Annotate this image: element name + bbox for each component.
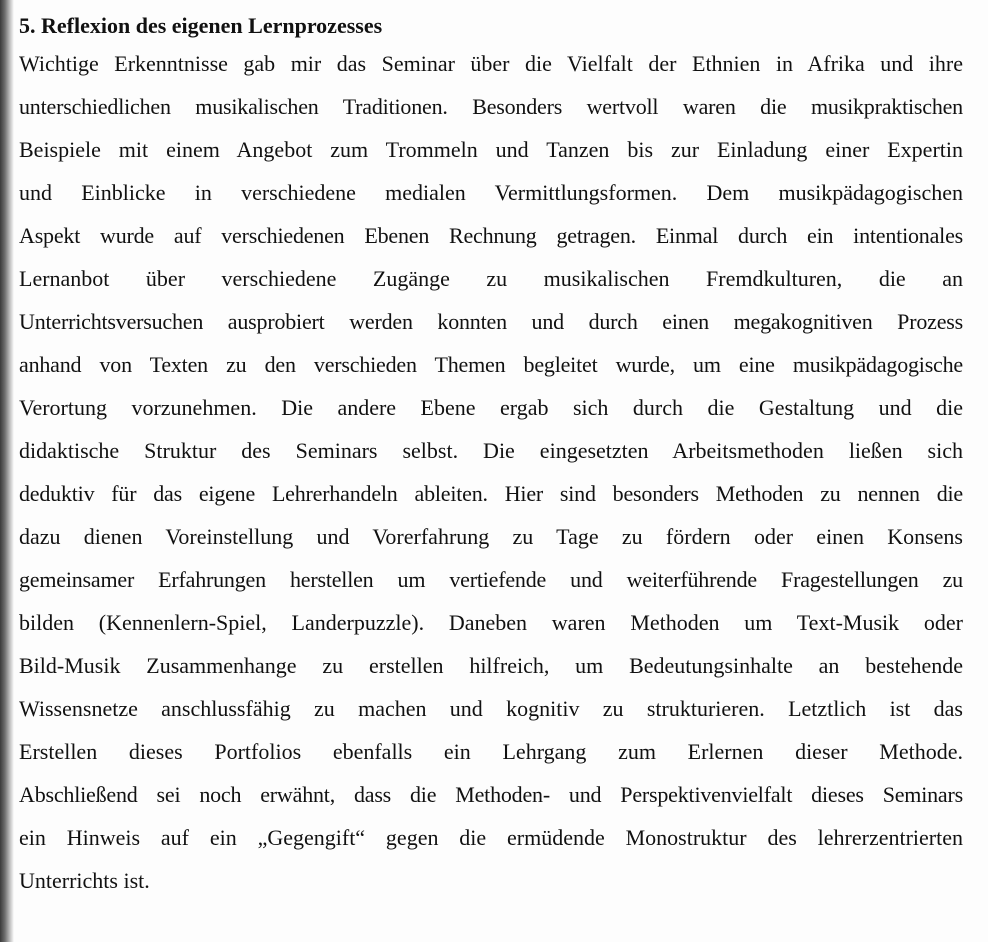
text-line: Aspekt wurde auf verschiedenen Ebenen Rechnung getragen. Einmal durch ein intentionales <box>19 223 963 248</box>
text-line: didaktische Struktur des Seminars selbst. Die eingesetzten Arbeitsmethoden ließen sich <box>19 438 963 463</box>
text-line: Verortung vorzunehmen. Die andere Ebene ergab sich durch die Gestaltung und die <box>19 395 963 420</box>
text-line: anhand von Texten zu den verschieden Themen begleitet wurde, um eine musikpädagogische <box>19 352 963 377</box>
reflection-paragraph <box>19 42 963 902</box>
scan-shadow-edge <box>0 0 14 942</box>
text-line: und Einblicke in verschiedene medialen Vermittlungsformen. Dem musikpädagogischen <box>19 180 963 205</box>
text-line: Wissensnetze anschlussfähig zu machen und kognitiv zu strukturieren. Letztlich ist das <box>19 696 963 721</box>
text-line: Lernanbot über verschiedene Zugänge zu musikalischen Fremdkulturen, die an <box>19 266 963 291</box>
text-line: unterschiedlichen musikalischen Traditionen. Besonders wertvoll waren die musikpraktischen <box>19 94 963 119</box>
document-body <box>19 0 963 902</box>
text-line: bilden (Kennenlern-Spiel, Landerpuzzle). Daneben waren Methoden um Text-Musik oder <box>19 610 963 635</box>
text-line: Abschließend sei noch erwähnt, dass die Methoden- und Perspektivenvielfalt dieses Seminars <box>19 782 963 807</box>
text-line: Unterrichtsversuchen ausprobiert werden konnten und durch einen megakognitiven Prozess <box>19 309 963 334</box>
text-line: Bild-Musik Zusammenhange zu erstellen hilfreich, um Bedeutungsinhalte an bestehende <box>19 653 963 678</box>
section-heading: 5. Reflexion des eigenen Lernprozesses <box>19 13 383 38</box>
text-line: deduktiv für das eigene Lehrerhandeln ableiten. Hier sind besonders Methoden zu nennen die <box>19 481 963 506</box>
text-line: gemeinsamer Erfahrungen herstellen um vertiefende und weiterführende Fragestellungen zu <box>19 567 963 592</box>
text-line: dazu dienen Voreinstellung und Vorerfahrung zu Tage zu fördern oder einen Konsens <box>19 524 963 549</box>
text-line: Erstellen dieses Portfolios ebenfalls ein Lehrgang zum Erlernen dieser Methode. <box>19 739 963 764</box>
text-line: ein Hinweis auf ein „Gegengift“ gegen die ermüdende Monostruktur des lehrerzentrierten <box>19 825 963 850</box>
text-line: Wichtige Erkenntnisse gab mir das Seminar über die Vielfalt der Ethnien in Afrika und ihre <box>19 51 963 76</box>
text-line: Beispiele mit einem Angebot zum Trommeln und Tanzen bis zur Einladung einer Expertin <box>19 137 963 162</box>
text-line-last: Unterrichts ist. <box>19 868 150 893</box>
